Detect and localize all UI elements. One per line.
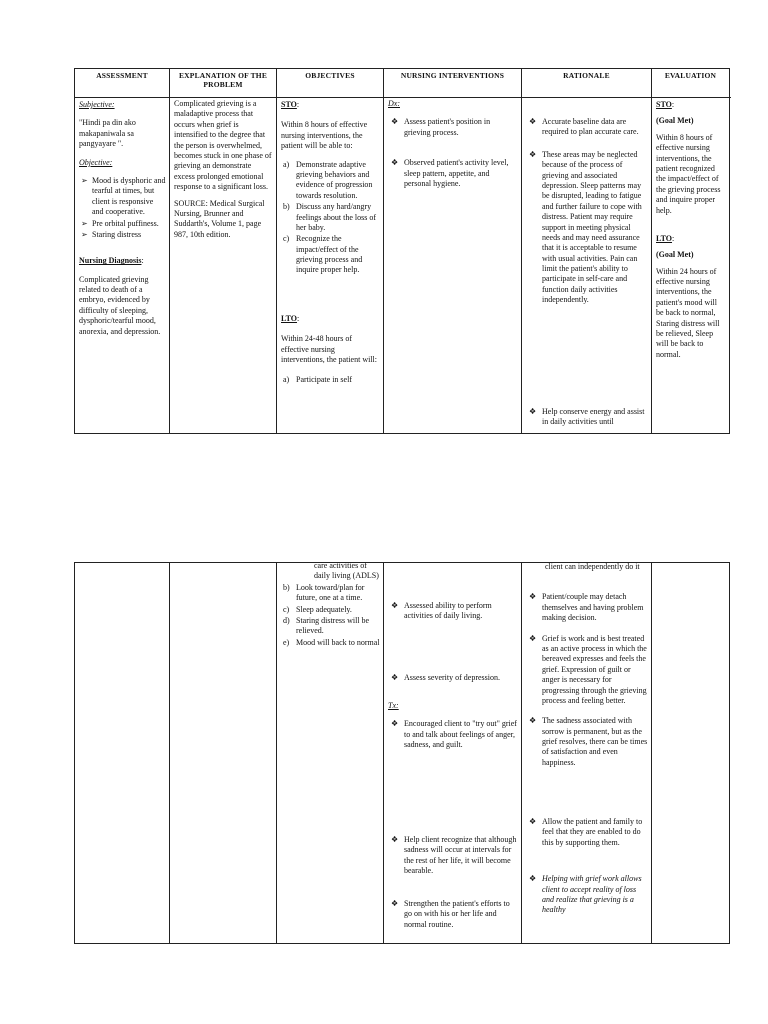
- diamond-bullet-icon: ❖: [391, 899, 399, 908]
- list-item: ❖ Assessed ability to perform activities of daily living.: [391, 601, 492, 621]
- sto-list: [281, 160, 380, 276]
- list-item: ➢ Mood is dysphoric and tearful at times, but client is responsive and cooperative.: [81, 175, 166, 217]
- list-item: ❖ Strengthen the patient's efforts to go on with his or her life and normal routine.: [391, 899, 510, 929]
- list-item: ❖ The sadness associated with sorrow is permanent, but as the grief resolves, there can be times of satisfaction and even happiness.: [529, 716, 648, 767]
- header-explanation: EXPLANATION OF THE PROBLEM: [170, 69, 277, 98]
- explanation-column: [170, 563, 277, 943]
- list-item: b) Look toward/plan for future, one at a time.: [283, 582, 365, 603]
- eval-sto-heading: STO:: [656, 100, 675, 109]
- interventions-column: [384, 563, 522, 943]
- lto-heading: LTO:: [281, 313, 300, 323]
- diamond-bullet-icon: ❖: [529, 149, 537, 159]
- list-item: d) Staring distress will be relieved.: [283, 615, 370, 636]
- eval-sto-text: Within 8 hours of effective nursing interventions, the patient recognized the impact/effect of the grieving process and inquire proper help.: [656, 132, 721, 215]
- diagnosis-label: Nursing Diagnosis: [79, 256, 142, 266]
- rationale-column: [522, 98, 652, 433]
- diamond-bullet-icon: ❖: [529, 592, 537, 602]
- rationale-continued: client can independently do it: [545, 563, 640, 571]
- arrow-bullet-icon: ➢: [81, 175, 88, 185]
- list-item: c) Sleep adequately.: [283, 604, 352, 614]
- list-item: ❖ These areas may be neglected because of the process of grieving and associated depression. Sleep patterns may be disrupted, leading to fatigue and further failure to cope with distress. Patient may require support in meeting physical needs and may need assurance that it is acceptable to resume with usual activities. Pain can limit the patient's ability to participate in self-care and function daily activities independently.: [529, 149, 642, 305]
- lto-intro: Within 24-48 hours of effective nursing interventions, the patient will:: [281, 334, 377, 365]
- assessment-column: [75, 98, 170, 433]
- sto-intro: Within 8 hours of effective nursing interventions, the patient will be able to:: [281, 120, 368, 151]
- interventions-column: [384, 98, 522, 433]
- diamond-bullet-icon: ❖: [529, 117, 537, 126]
- eval-lto-text: Within 24 hours of effective nursing interventions, the patient's mood will be back to normal, Staring distress will be relieved, Sleep will be back to normal.: [656, 266, 720, 359]
- subjective-quote: "Hindi pa din ako makapaniwala sa pangyayare ".: [79, 118, 136, 149]
- eval-lto-met: (Goal Met): [656, 250, 694, 260]
- list-item: ❖ Helping with grief work allows client to accept reality of loss and realize that grieving is a healthy: [529, 874, 642, 915]
- header-objectives: OBJECTIVES: [277, 69, 384, 98]
- arrow-bullet-icon: ➢: [81, 218, 88, 228]
- lto-list: [281, 375, 380, 385]
- list-item: ❖ Accurate baseline data are required to plan accurate care.: [529, 117, 639, 137]
- diamond-bullet-icon: ❖: [529, 874, 537, 884]
- care-plan-table-page-2: [74, 562, 730, 944]
- header-rationale: RATIONALE: [522, 69, 652, 98]
- diamond-bullet-icon: ❖: [529, 633, 537, 643]
- objectives-column: [277, 98, 384, 433]
- list-item: b) Discuss any hard/angry feelings about the loss of her baby.: [283, 202, 376, 232]
- objectives-column: [277, 563, 384, 943]
- eval-sto-met: (Goal Met): [656, 116, 694, 126]
- dx-label: Dx:: [388, 99, 400, 108]
- subjective-label: Subjective:: [79, 100, 115, 109]
- eval-lto-heading: LTO:: [656, 233, 675, 243]
- tx-label: Tx:: [388, 701, 399, 710]
- diagnosis-text: Complicated grieving related to death of a embryo, evidenced by difficulty of sleeping, dysphoric/tearful mood, anorexia, and depression.: [79, 274, 161, 336]
- header-evaluation: EVALUATION: [664, 71, 717, 80]
- care-plan-table-page-1: [74, 68, 730, 434]
- list-item: ❖ Encouraged client to "try out" grief to and talk about feelings of anger, sadness, and guilt.: [391, 719, 517, 750]
- list-item: a) Demonstrate adaptive grieving behaviors and evidence of progression towards resolution.: [283, 159, 373, 200]
- diamond-bullet-icon: ❖: [391, 673, 399, 682]
- assessment-column: [75, 563, 170, 943]
- explanation-column: [170, 98, 277, 433]
- list-item: a) Participate in self: [283, 375, 352, 385]
- objective-list: [79, 176, 166, 240]
- evaluation-column: [652, 563, 729, 943]
- rationale-column: [522, 563, 652, 943]
- diamond-bullet-icon: ❖: [529, 817, 537, 826]
- list-item: ❖ Grief is work and is best treated as an active process in which the bereaved expresses and feels the grief. Expression of guilt or anger is necessary for progressing through the grieving process and feeling better.: [529, 633, 647, 705]
- objective-label: Objective:: [79, 157, 113, 167]
- arrow-bullet-icon: ➢: [81, 229, 88, 239]
- diamond-bullet-icon: ❖: [391, 601, 399, 610]
- list-item: ❖ Help client recognize that although sadness will occur at intervals for the rest of her life, it will become bearable.: [391, 835, 517, 876]
- diamond-bullet-icon: ❖: [391, 158, 399, 168]
- header-assessment: ASSESSMENT: [75, 69, 170, 98]
- list-item: ❖ Allow the patient and family to feel that they are enabled to do this by supporting them.: [529, 817, 643, 847]
- list-item: ❖ Help conserve energy and assist in daily activities until: [529, 407, 645, 427]
- explanation-source: SOURCE: Medical Surgical Nursing, Brunner and Suddarth's, Volume 1, page 987, 10th edition.: [174, 198, 265, 239]
- list-item: ❖ Assess patient's position in grieving process.: [391, 117, 491, 137]
- list-item: ➢ Pre orbital puffiness.: [81, 218, 159, 228]
- sto-heading: STO:: [281, 100, 300, 109]
- list-item: ➢ Staring distress: [81, 229, 142, 239]
- diamond-bullet-icon: ❖: [391, 835, 399, 844]
- list-item: ❖ Assess severity of depression.: [391, 673, 500, 682]
- list-item: c) Recognize the impact/effect of the grieving process and inquire proper help.: [283, 234, 363, 275]
- list-item: ❖ Patient/couple may detach themselves and having problem making decision.: [529, 592, 644, 623]
- table-header-row: [75, 69, 731, 98]
- objectives-continued: care activities of daily living (ADLS): [314, 563, 379, 581]
- evaluation-column: [652, 98, 729, 433]
- diamond-bullet-icon: ❖: [391, 719, 399, 729]
- explanation-text: Complicated grieving is a maladaptive process that occurs when grief is intensified to the degree that the person is overwhelmed, becomes stuck in one phase of grieving an demonstrate excess prolonged emotional response to a significant loss.: [174, 99, 272, 192]
- diamond-bullet-icon: ❖: [391, 117, 399, 127]
- list-item: e) Mood will back to normal: [283, 637, 380, 647]
- list-item: ❖ Observed patient's activity level, sleep pattern, appetite, and personal hygiene.: [391, 158, 509, 188]
- diamond-bullet-icon: ❖: [529, 407, 537, 416]
- diagnosis-heading: Nursing Diagnosis:: [79, 256, 144, 266]
- diamond-bullet-icon: ❖: [529, 716, 537, 726]
- lto-list-continued: [281, 583, 380, 648]
- header-interventions: NURSING INTERVENTIONS: [384, 69, 522, 98]
